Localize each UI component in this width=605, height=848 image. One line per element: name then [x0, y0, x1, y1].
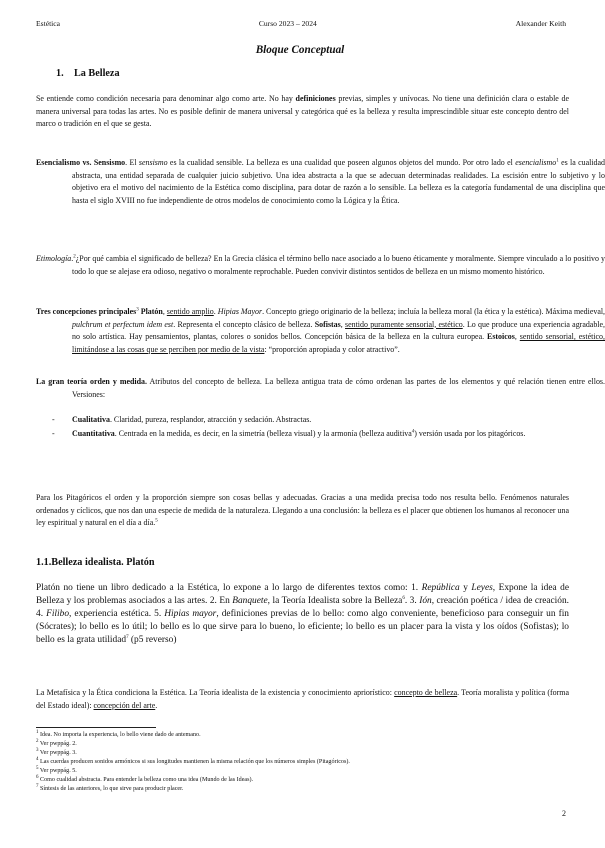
italic-term: Leyes [471, 583, 493, 593]
paragraph-pitagoricos [36, 492, 569, 530]
text: y [459, 583, 472, 593]
footnote-text: Como cualidad abstracta. Para entender la belleza como una idea (Mundo de las Ideas). [38, 777, 254, 783]
footnote-number: 3 [36, 747, 39, 753]
underlined-term: sentido sensorial, estético, limitándose a las cosas que se perciben por medio de la vista [72, 332, 605, 354]
text: . 3. [404, 596, 420, 606]
text: . Claridad, pureza, resplandor, atracción y sedación. Abstractas. [109, 415, 312, 424]
bullet-dash: - [52, 429, 55, 438]
paragraph-etimologia [36, 253, 605, 278]
text: (p5 reverso) [128, 635, 177, 645]
italic-term: Hipias Mayor [217, 307, 263, 316]
text: , definiciones previas de lo bello: como algo conveniente, beneficioso para conseguir un fin (Sócrates); lo bello es lo útil; lo bello es lo que sirve para lo bueno, lo eficiente; lo bello es un placer para la vista y los oídos (Sofistas); lo bello es la grata utilidad [36, 609, 569, 645]
footnote [36, 749, 566, 758]
text: . [71, 254, 74, 263]
text: ¿Por qué cambia el significado de belleza? En la Grecia clásica el término bello nace asociado a lo bueno éticamente y moralmente. Siempre vinculado a lo positivo y todo lo que se alejase era odioso, negativo o moralmente reprochable. Pueden convivir distintos sentidos de belleza en un mismo momento histórico. [72, 254, 605, 276]
footnote-text: Síntesis de las anteriores, lo que sirve para producir placer. [38, 786, 184, 792]
header-right: Alexander Keith [515, 19, 566, 28]
paragraph-concepciones [36, 306, 605, 356]
text: Se entiende como condición necesaria para denominar algo como arte. No hay [36, 94, 296, 103]
text: , la Teoría Idealista sobre la Belleza [267, 596, 403, 606]
footnote-number: 2 [36, 738, 39, 744]
footnote-text: Ver pwppág. 3. [38, 750, 77, 756]
text: , [162, 307, 167, 316]
footnote-ref: 7 [126, 634, 129, 640]
text: Atributos del concepto de belleza. La belleza antigua trata de cómo ordenan las partes de los elementos y qué relación tienen entre ellos. Versiones: [72, 377, 605, 399]
footnote-text: Ver pwppág. 5. [38, 768, 77, 774]
underlined-term: concepción del arte [93, 700, 156, 710]
italic-term: pulchrum et perfectum idem est [72, 319, 174, 329]
footnote [36, 740, 566, 749]
footnote-ref: 5 [155, 518, 158, 524]
section-heading-1-1: 1.1.Belleza idealista. Platón [36, 557, 155, 568]
header-left: Estética [36, 19, 61, 28]
text: . [155, 700, 158, 710]
underlined-term: concepto de belleza [394, 688, 458, 697]
italic-term: República [421, 583, 460, 593]
footnote-number: 5 [36, 765, 39, 771]
text: Para los Pitagóricos el orden y la proporción siempre son cosas bellas y adecuadas. Gracias a una medida precisa todo nos resulta bello. Fenómenos naturales ordenados y cíclicos, que nos dan una especie de medida de la naturaleza. Llegando a una conclusión: la belleza es el placer que obtienen los humanos al reconocer una ley espiritual y natural en el día a día. [36, 493, 569, 528]
bold-term: definiciones [295, 94, 336, 103]
italic-term: Filibo [46, 609, 70, 619]
italic-term: Ión [419, 596, 432, 606]
footnote-number: 7 [36, 783, 39, 789]
underlined-term: sentido puramente sensorial, estético [345, 319, 463, 329]
paragraph-metafisica [36, 687, 569, 712]
italic-term: Hipias mayor [164, 609, 217, 619]
text: : “proporción apropiada y color atractivo”. [264, 344, 400, 354]
text: es la cualidad abstracta, una entidad separada de cualquier juicio subjetivo. Una idea abstracta a la que se adecuan determinadas realidades. La escisión entre lo subjetivo y lo objetivo era el motivo del nacimiento de la Estética como disciplina, para dotar de razón a lo sensible. La belleza es la categoría fundamental de una disciplina que hasta el siglo XVIII no fue independiente de otros modelos de conocimiento como la Lógica y la Ética. [72, 158, 605, 205]
bold-term: La gran teoría orden y medida. [36, 377, 147, 386]
text: . Lo que produce una experiencia agradable, no solo artística. Hay pensamientos, plantas, colores o sonidos bellos. Concepción básica de la belleza en la cultura europea. [72, 319, 605, 342]
bold-term: Tres concepciones principales [36, 307, 137, 316]
section-number: 1. [56, 68, 64, 79]
footnote-number: 4 [36, 756, 39, 762]
footnote [36, 767, 566, 776]
paragraph-orden-medida [36, 376, 605, 401]
text: . Centrada en la medida, es decir, en la simetría (belleza visual) y la armonía (belleza auditiva [114, 429, 412, 438]
footnote-ref: 3 [136, 307, 139, 313]
text: . Concepto griego originario de la belleza; incluía la belleza moral (la ética y la estética). Máxima medieval, [262, 307, 605, 316]
underlined-term: sentido amplio [166, 307, 214, 316]
footnote-ref: 2 [73, 254, 76, 260]
text: , creación poética / idea de creación. 4. [36, 596, 570, 619]
bold-term: Esencialismo vs. Sensismo [36, 158, 126, 167]
paragraph-platon [36, 582, 569, 647]
text: previas, simples y unívocas. No tiene una definición clara o estable de manera universal para todas las artes. No es posible definir de manera universal y categórica qué es la belleza y resulta imprescindible situar este concepto dentro del marco o tradición en el que se gesta. [36, 94, 569, 129]
text: . El [125, 158, 139, 167]
footnote-separator [36, 727, 156, 728]
bold-term: Cuantitativa [72, 429, 115, 438]
bold-term: Cualitativa [72, 415, 110, 424]
text: ) versión usada por los pitagóricos. [414, 429, 526, 438]
text: , experiencia estética. 5. [69, 609, 165, 619]
footnote [36, 758, 566, 767]
document-title: Bloque Conceptual [255, 44, 345, 56]
footnote-ref: 6 [402, 595, 405, 601]
text: . Representa el concepto clásico de belleza. [173, 319, 315, 329]
bullet-item [52, 414, 568, 427]
bold-term: Sofistas [314, 319, 341, 329]
text: , [514, 332, 520, 342]
text: es la cualidad sensible. La belleza es una cualidad que poseen algunos objetos del mundo. Por otro lado el [167, 158, 516, 167]
bullet-dash: - [52, 415, 55, 424]
paragraph-intro [36, 93, 569, 131]
bold-term: Platón [140, 307, 163, 316]
italic-term: sensismo [138, 158, 168, 167]
page-header [36, 19, 566, 31]
footnote-text: Idea. No importa la experiencia, lo bello viene dado de antemano. [38, 732, 201, 738]
italic-term: Etimología [36, 254, 72, 263]
italic-term: esencialismo [515, 158, 557, 167]
footnote-text: Ver pwppág. 2. [38, 741, 77, 747]
page-number: 2 [562, 809, 566, 818]
text: Platón no tiene un libro dedicado a la Estética, lo expone a lo largo de diferentes textos como: 1. [36, 583, 422, 593]
text: . Teoría moralista y política (forma del Estado ideal): [36, 688, 569, 710]
footnote [36, 776, 566, 785]
footnote-number: 1 [36, 729, 39, 735]
footnote-number: 6 [36, 774, 39, 780]
header-center: Curso 2023 – 2024 [258, 19, 317, 28]
bold-term: Estoicos [487, 332, 515, 342]
text: , [340, 319, 346, 329]
text: La Metafísica y la Ética condiciona la Estética. La Teoría idealista de la existencia y conocimiento apriorístico: [36, 688, 395, 697]
section-heading-1 [56, 68, 120, 79]
footnote [36, 731, 566, 740]
text: . [213, 307, 218, 316]
section-title: La Belleza [74, 68, 120, 79]
italic-term: Banquete [232, 596, 268, 606]
footnote [36, 785, 566, 794]
footnote-ref: 4 [411, 429, 415, 435]
text: , Expone la idea de Belleza y los problemas asociados a las artes. 2. En [36, 583, 570, 606]
footnote-ref: 1 [556, 158, 559, 164]
bullet-item [52, 428, 568, 441]
paragraph-esencialismo [36, 157, 605, 207]
footnote-text: Las cuerdas producen sonidos armónicos si sus longitudes mantienen la misma relación que los números simples (Pitagóricos). [38, 759, 350, 765]
